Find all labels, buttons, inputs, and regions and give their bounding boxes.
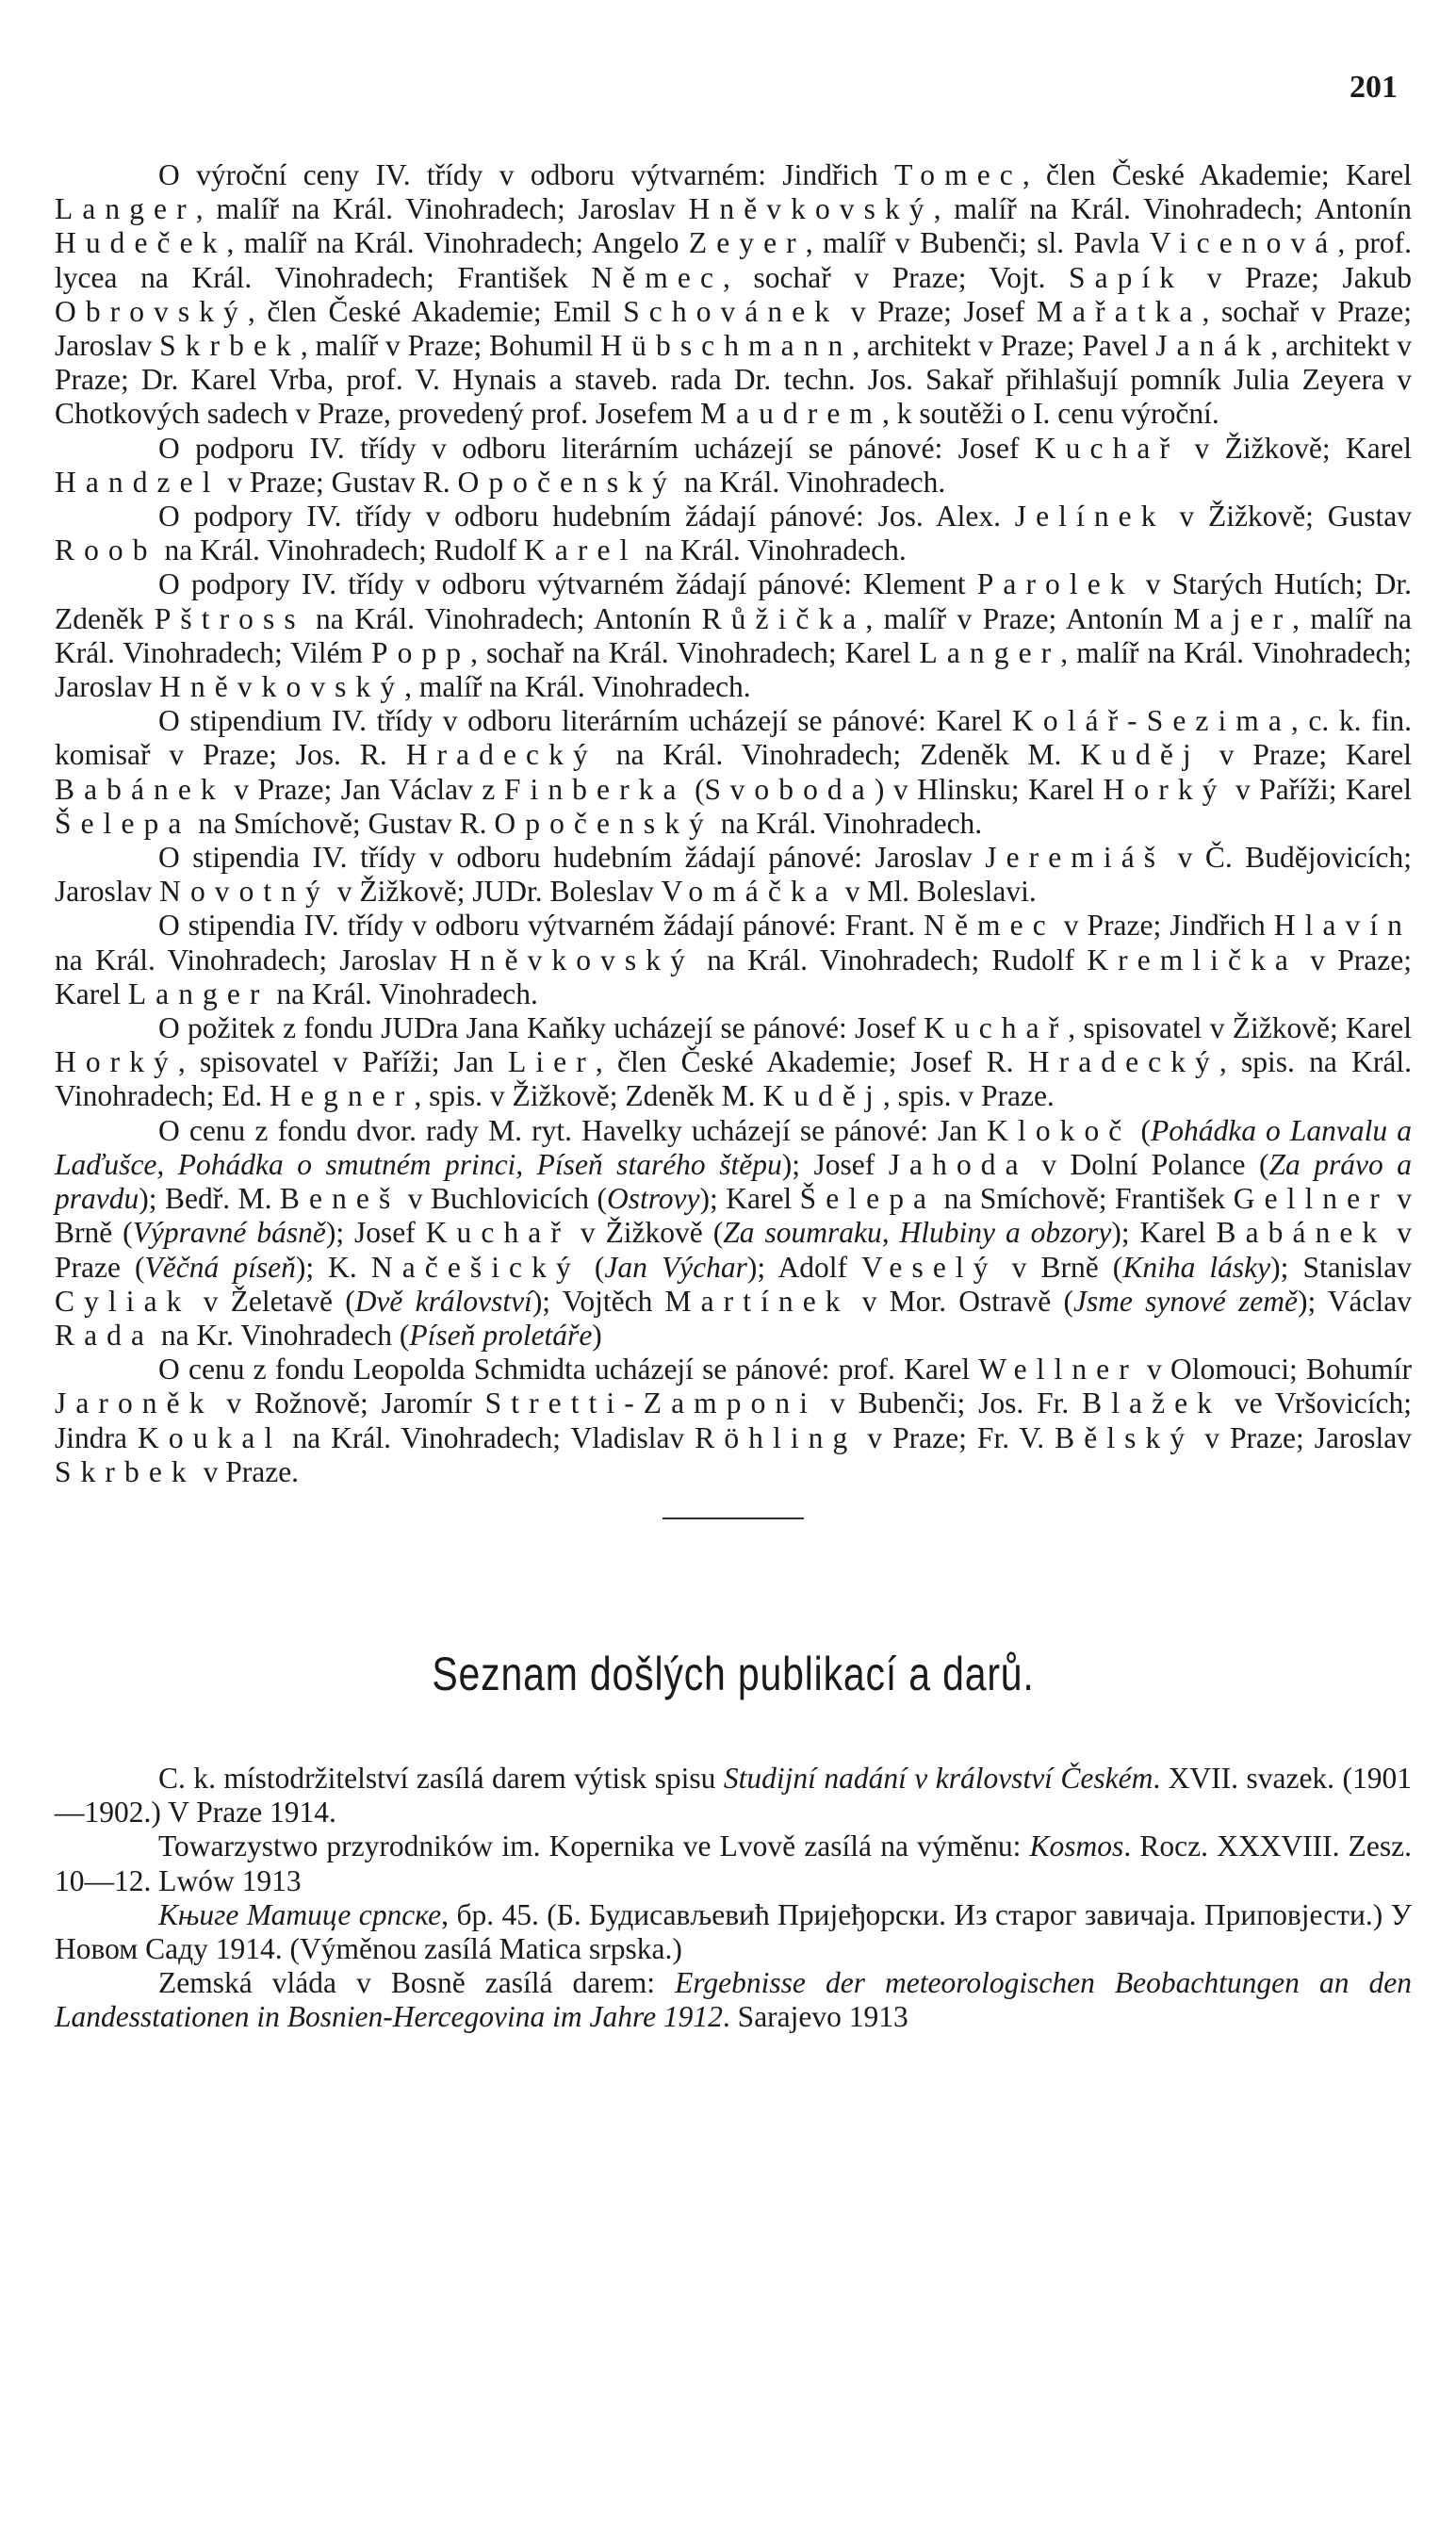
text-run: v Praze; Jaroslav xyxy=(1194,1420,1412,1454)
text-run: , člen České Akademie; Emil xyxy=(247,294,624,328)
text-run: , malíř na Král. Vinohradech; Vilém xyxy=(55,601,1412,669)
text-run: , бр. 45. (Б. Будисављевић Пријеђорски. Из старог завичаја. Приповјести.) У Новом Саду 1914. (Výměnou zasílá Matica srpska.) xyxy=(55,1897,1412,1965)
person-name: Načešický xyxy=(370,1250,581,1284)
text-run: O cenu z fondu Leopolda Schmidta ucházejí se pánové: prof. Karel xyxy=(158,1353,979,1386)
text-run: O podpory IV. třídy v odboru výtvarném žádají pánové: Klement xyxy=(158,567,977,601)
text-run: na Král. Vinohradech; Jaroslav xyxy=(55,943,450,976)
work-title: Píseň proletáře xyxy=(409,1318,593,1352)
text-run: , člen České Akademie; Josef R. xyxy=(595,1045,1028,1079)
work-title: Ergebnisse der meteorologischen Beobachtungen an den Landesstationen in Bosnien-Hercegovina im Jahre 1912 xyxy=(55,1966,1413,2034)
text-run: , malíř na Král. Vinohradech; Angelo xyxy=(226,226,689,260)
person-name: Zeyer xyxy=(688,226,806,260)
text-run: ( xyxy=(1131,1113,1151,1147)
work-title: Věčná píseň xyxy=(144,1250,296,1284)
person-name: Jelínek xyxy=(1014,500,1166,533)
text-run: C. k. místodržitelství zasílá darem výtisk spisu xyxy=(158,1761,724,1795)
person-name: Hradecký xyxy=(405,738,597,772)
text-run: , malíř v Praze; Bohumil xyxy=(300,329,601,363)
person-name: Babánek xyxy=(1216,1216,1387,1250)
person-name: Langer xyxy=(55,192,196,226)
person-name: Popp xyxy=(371,635,471,669)
text-run: , malíř na Král. Vinohradech; Jaroslav xyxy=(55,635,1413,704)
text-run: na Smíchově; František xyxy=(936,1182,1234,1216)
person-name: Koukal xyxy=(138,1420,283,1454)
paragraph xyxy=(55,500,1412,567)
person-name: Gellner xyxy=(1233,1182,1389,1216)
person-name: Jeremiáš xyxy=(985,841,1166,875)
text-run: , malíř v Praze; Antonín xyxy=(865,601,1174,635)
text-run: v Praze; Jindřich xyxy=(1055,909,1274,943)
text-run: v Praze; Karel xyxy=(1200,738,1412,772)
text-run: na Král. Vinohradech; Rudolf xyxy=(156,533,525,567)
person-name: Jaroněk xyxy=(55,1386,214,1420)
text-run: , architekt v Praze; Pavel xyxy=(852,329,1156,363)
text-run: v Ml. Boleslavi. xyxy=(837,875,1037,909)
text-run: Towarzystwo przyrodników im. Kopernika ve Lvově zasílá na výměnu: xyxy=(158,1829,1030,1863)
person-name: Sapík xyxy=(1068,260,1185,294)
person-name: Finberka xyxy=(503,772,686,806)
person-name: Vomáčka xyxy=(661,875,838,909)
text-run: O stipendia IV. třídy v odboru výtvarném žádají pánové: Frant. xyxy=(158,909,924,943)
work-title: Pohádka o Lanvalu a Laďušce, Pohádka o smutném princi, Píseň starého štěpu xyxy=(55,1113,1412,1181)
text-run: Zemská vláda v Bosně zasílá darem: xyxy=(158,1966,676,2000)
person-name: Blažek xyxy=(1082,1386,1222,1420)
person-name: Roob xyxy=(55,533,157,567)
text-run: na Král. Vinohradech. xyxy=(637,533,907,567)
text-run: , spisovatel v Žižkově; Karel xyxy=(1068,1011,1412,1045)
paragraph xyxy=(55,158,1412,432)
person-name: Langer xyxy=(919,635,1061,669)
person-name: Mařatka xyxy=(1036,294,1202,328)
person-name: Jahoda xyxy=(888,1147,1028,1181)
person-name: Němec xyxy=(591,260,724,294)
person-name: Horký xyxy=(1103,772,1227,806)
person-name: Wellner xyxy=(978,1353,1138,1386)
text-run: . XVII. svazek. (1901—1902.) V Praze 1914. xyxy=(55,1761,1412,1829)
text-run: v Praze; Fr. V. xyxy=(857,1420,1055,1454)
text-run: ve Vršovicích; Jindra xyxy=(55,1386,1413,1454)
text-run: O cenu z fondu dvor. rady M. ryt. Havelky ucházejí se pánové: Jan xyxy=(158,1113,988,1147)
text-run: ); Karel xyxy=(1111,1216,1217,1250)
text-run: v Olomouci; Bohumír xyxy=(1137,1353,1413,1386)
text-run: O stipendia IV. třídy v odboru hudebním žádají pánové: Jaroslav xyxy=(158,841,986,875)
paragraph xyxy=(55,567,1412,704)
text-run: na Král. Vinohradech. xyxy=(269,976,538,1010)
text-run: , spis. na Král. Vinohradech; Ed. xyxy=(55,1045,1413,1113)
text-run: v Brně ( xyxy=(997,1250,1123,1284)
person-name: Janák xyxy=(1155,329,1271,363)
person-name: Opočenský xyxy=(494,806,713,840)
text-run: ); Bedř. M. xyxy=(139,1182,280,1216)
text-run: O podpory IV. třídy v odboru hudebním žádají pánové: Jos. Alex. xyxy=(158,500,1015,533)
text-run: v Praze; Jakub xyxy=(1184,260,1412,294)
person-name: Kremlička xyxy=(1087,943,1298,976)
text-run: v Žižkově; JUDr. Boleslav xyxy=(329,875,662,909)
text-run: v Žižkově; Karel xyxy=(1179,431,1412,465)
person-name: Růžička xyxy=(701,601,866,635)
text-run: v Želetavě ( xyxy=(190,1284,355,1318)
person-name: Kuchař xyxy=(425,1216,570,1250)
text-run: , malíř na Král. Vinohradech. xyxy=(404,670,751,704)
text-run: , sochař v Praze; Jaroslav xyxy=(55,294,1412,363)
text-run: , architekt v Praze; Dr. Karel Vrba, prof. V. Hynais a staveb. rada Dr. techn. Jos. Sakař přihlašují pomník Julia Zeyera v Chotkových sadech v Praze, provedený prof. Josefem xyxy=(55,329,1412,431)
person-name: Veselý xyxy=(861,1250,998,1284)
text-run: ); Josef xyxy=(325,1216,426,1250)
person-name: Maudrem xyxy=(699,397,882,431)
text-run: v Žižkově; Gustav xyxy=(1165,500,1412,533)
text-run: v Dolní Polance ( xyxy=(1027,1147,1269,1181)
text-run: v Praze ( xyxy=(55,1216,1413,1284)
publications-list xyxy=(55,1762,1412,2035)
person-name: Hübschmann xyxy=(600,329,853,363)
section-divider xyxy=(663,1518,804,1519)
text-run: v Rožnově; Jaromír xyxy=(213,1386,485,1420)
person-name: Hněvkovský xyxy=(449,943,695,976)
paragraph xyxy=(55,432,1412,500)
person-name: Hněvkovský xyxy=(688,192,934,226)
person-name: Kuděj xyxy=(762,1079,883,1113)
publication-entry xyxy=(55,1762,1412,1829)
person-name: Majer xyxy=(1173,601,1293,635)
person-name: Bělský xyxy=(1055,1420,1195,1454)
text-run: , sochař na Král. Vinohradech; Karel xyxy=(470,635,920,669)
text-run: v Paříži; Karel xyxy=(1226,772,1412,806)
person-name: Rada xyxy=(55,1318,155,1352)
text-run: , prof. lycea na Král. Vinohradech; František xyxy=(55,226,1412,294)
text-run: , c. k. fin. komisař v Praze; Jos. R. xyxy=(55,704,1412,772)
person-name: Obrovský xyxy=(55,294,248,328)
work-title: Jan Výchar xyxy=(604,1250,747,1284)
application-list xyxy=(55,158,1412,1489)
person-name: Tomec xyxy=(894,158,1022,191)
text-run: v Praze; Jan Václav z xyxy=(224,772,504,806)
person-name: Hegner xyxy=(270,1079,415,1113)
text-run: v Praze. xyxy=(195,1454,300,1488)
text-run: v Praze; Gustav R. xyxy=(220,465,458,499)
text-run: v Č. Budějovicích; Jaroslav xyxy=(55,841,1412,909)
text-run: na Král. Vinohradech; Antonín xyxy=(304,601,702,635)
person-name: Stretti-Zamponi xyxy=(484,1386,818,1420)
text-run: , spis. v Praze. xyxy=(882,1079,1055,1113)
text-run: v Brně ( xyxy=(55,1182,1412,1250)
text-run: , malíř na Král. Vinohradech; Antonín xyxy=(933,192,1413,226)
person-name: Handzel xyxy=(55,465,221,499)
person-name: Babánek xyxy=(55,772,225,806)
publication-entry xyxy=(55,1829,1412,1897)
person-name: Cyliak xyxy=(55,1284,191,1318)
text-run: ); Vojtěch xyxy=(532,1284,665,1318)
work-title: Studijní nadání v království Českém xyxy=(723,1761,1153,1795)
paragraph xyxy=(55,841,1412,909)
person-name: Kuchař xyxy=(1034,431,1180,465)
work-title: Jsme synové země xyxy=(1072,1284,1298,1318)
text-run: . Rocz. XXXVIII. Zesz. 10—12. Lwów 1913 xyxy=(55,1829,1412,1897)
person-name: Šelepa xyxy=(55,806,191,840)
page-number: 201 xyxy=(1350,70,1398,105)
person-name: Schovánek xyxy=(623,294,840,328)
text-run: na Král. Vinohradech; Rudolf xyxy=(694,943,1088,976)
person-name: Beneš xyxy=(279,1182,401,1216)
person-name: Röhling xyxy=(695,1420,858,1454)
text-run: ) xyxy=(592,1318,602,1352)
text-run: v Mor. Ostravě ( xyxy=(849,1284,1073,1318)
person-name: Lier xyxy=(508,1045,596,1079)
paragraph xyxy=(55,1011,1412,1114)
person-name: voboda xyxy=(729,772,875,806)
publication-entry xyxy=(55,1966,1412,2034)
person-name: Martínek xyxy=(664,1284,850,1318)
text-run: . Sarajevo 1913 xyxy=(722,2000,908,2034)
body-text xyxy=(55,158,1412,2035)
text-run: v Praze; Josef xyxy=(839,294,1037,328)
person-name: Hněvkovský xyxy=(159,670,405,704)
work-title: Za právo a pravdu xyxy=(55,1147,1412,1216)
text-run: , k soutěži o I. cenu výroční. xyxy=(881,397,1219,431)
work-title: Výpravné básně xyxy=(132,1216,326,1250)
text-run: na Kr. Vinohradech ( xyxy=(154,1318,410,1352)
text-run: O stipendium IV. třídy v odboru literárním ucházejí se pánové: Karel xyxy=(158,704,1013,738)
text-run: ); Stanislav xyxy=(1270,1250,1412,1284)
person-name: Novotný xyxy=(159,875,330,909)
person-name: Karel xyxy=(524,533,638,567)
person-name: Hudeček xyxy=(55,226,227,260)
text-run: na Smíchově; Gustav R. xyxy=(190,806,495,840)
paragraph xyxy=(55,704,1412,841)
text-run: , člen České Akademie; Karel xyxy=(1022,158,1412,191)
text-run: v Bubenči; Jos. Fr. xyxy=(817,1386,1083,1420)
text-run: (S xyxy=(685,772,730,806)
person-name: Langer xyxy=(127,976,270,1010)
paragraph xyxy=(55,909,1412,1011)
person-name: Opočenský xyxy=(457,465,677,499)
text-run: na Král. Vinohradech; Vladislav xyxy=(282,1420,695,1454)
person-name: Parolek xyxy=(976,567,1135,601)
person-name: Němec xyxy=(924,909,1055,943)
text-run: v Buchlovicích ( xyxy=(400,1182,607,1216)
person-name: Skrbek xyxy=(159,329,301,363)
section-heading: Seznam došlých publikací a darů. xyxy=(432,1647,1035,1700)
text-run: , spis. v Žižkově; Zdeněk M. xyxy=(414,1079,763,1113)
text-run: ); K. xyxy=(295,1250,371,1284)
text-run: ); Josef xyxy=(781,1147,889,1181)
text-run: na Král. Vinohradech. xyxy=(676,465,946,499)
person-name: Kuchař xyxy=(924,1011,1069,1045)
person-name: Hradecký xyxy=(1027,1045,1219,1079)
person-name: Kolář-Sezima xyxy=(1012,704,1291,738)
text-run: O podporu IV. třídy v odboru literárním ucházejí se pánové: Josef xyxy=(158,431,1035,465)
paragraph xyxy=(55,1114,1412,1353)
text-run: O výroční ceny IV. třídy v odboru výtvarném: Jindřich xyxy=(158,158,895,191)
work-title: Ostrovy xyxy=(606,1182,700,1216)
person-name: Kuděj xyxy=(1080,738,1201,772)
work-title: Књиге Матице српске xyxy=(158,1897,442,1931)
paragraph xyxy=(55,1353,1412,1489)
work-title: Kniha lásky xyxy=(1122,1250,1271,1284)
text-run: ) v Hlinsku; Karel xyxy=(874,772,1104,806)
text-run: v Starých Hutích; Dr. Zdeněk xyxy=(55,567,1412,635)
text-run: ); Václav xyxy=(1297,1284,1413,1318)
publication-entry xyxy=(55,1898,1412,1966)
person-name: Skrbek xyxy=(55,1454,196,1488)
text-run: na Král. Vinohradech. xyxy=(712,806,983,840)
text-run: ); Karel xyxy=(699,1182,800,1216)
person-name: Vicenová xyxy=(1149,226,1338,260)
text-run: , sochař v Praze; Vojt. xyxy=(723,260,1069,294)
text-run: ); Adolf xyxy=(746,1250,862,1284)
text-run: , malíř v Bubenči; sl. Pavla xyxy=(805,226,1150,260)
person-name: Pštross xyxy=(154,601,305,635)
person-name: Šelepa xyxy=(799,1182,937,1216)
person-name: Horký xyxy=(55,1045,178,1079)
person-name: Klokoč xyxy=(987,1113,1132,1147)
work-title: Kosmos xyxy=(1029,1829,1124,1863)
text-run: na Král. Vinohradech; Zdeněk M. xyxy=(597,738,1081,772)
text-run: O požitek z fondu JUDra Jana Kaňky ucházejí se pánové: Josef xyxy=(158,1011,924,1045)
person-name: Hlavín xyxy=(1273,909,1412,943)
work-title: Dvě království xyxy=(354,1284,532,1318)
work-title: Za soumraku, Hlubiny a obzory xyxy=(723,1216,1112,1250)
text-run: v Žižkově ( xyxy=(569,1216,724,1250)
text-run: ( xyxy=(580,1250,605,1284)
text-run: , malíř na Král. Vinohradech; Jaroslav xyxy=(195,192,689,226)
text-run: v Praze; Karel xyxy=(55,943,1412,1010)
text-run: , spisovatel v Paříži; Jan xyxy=(177,1045,509,1079)
